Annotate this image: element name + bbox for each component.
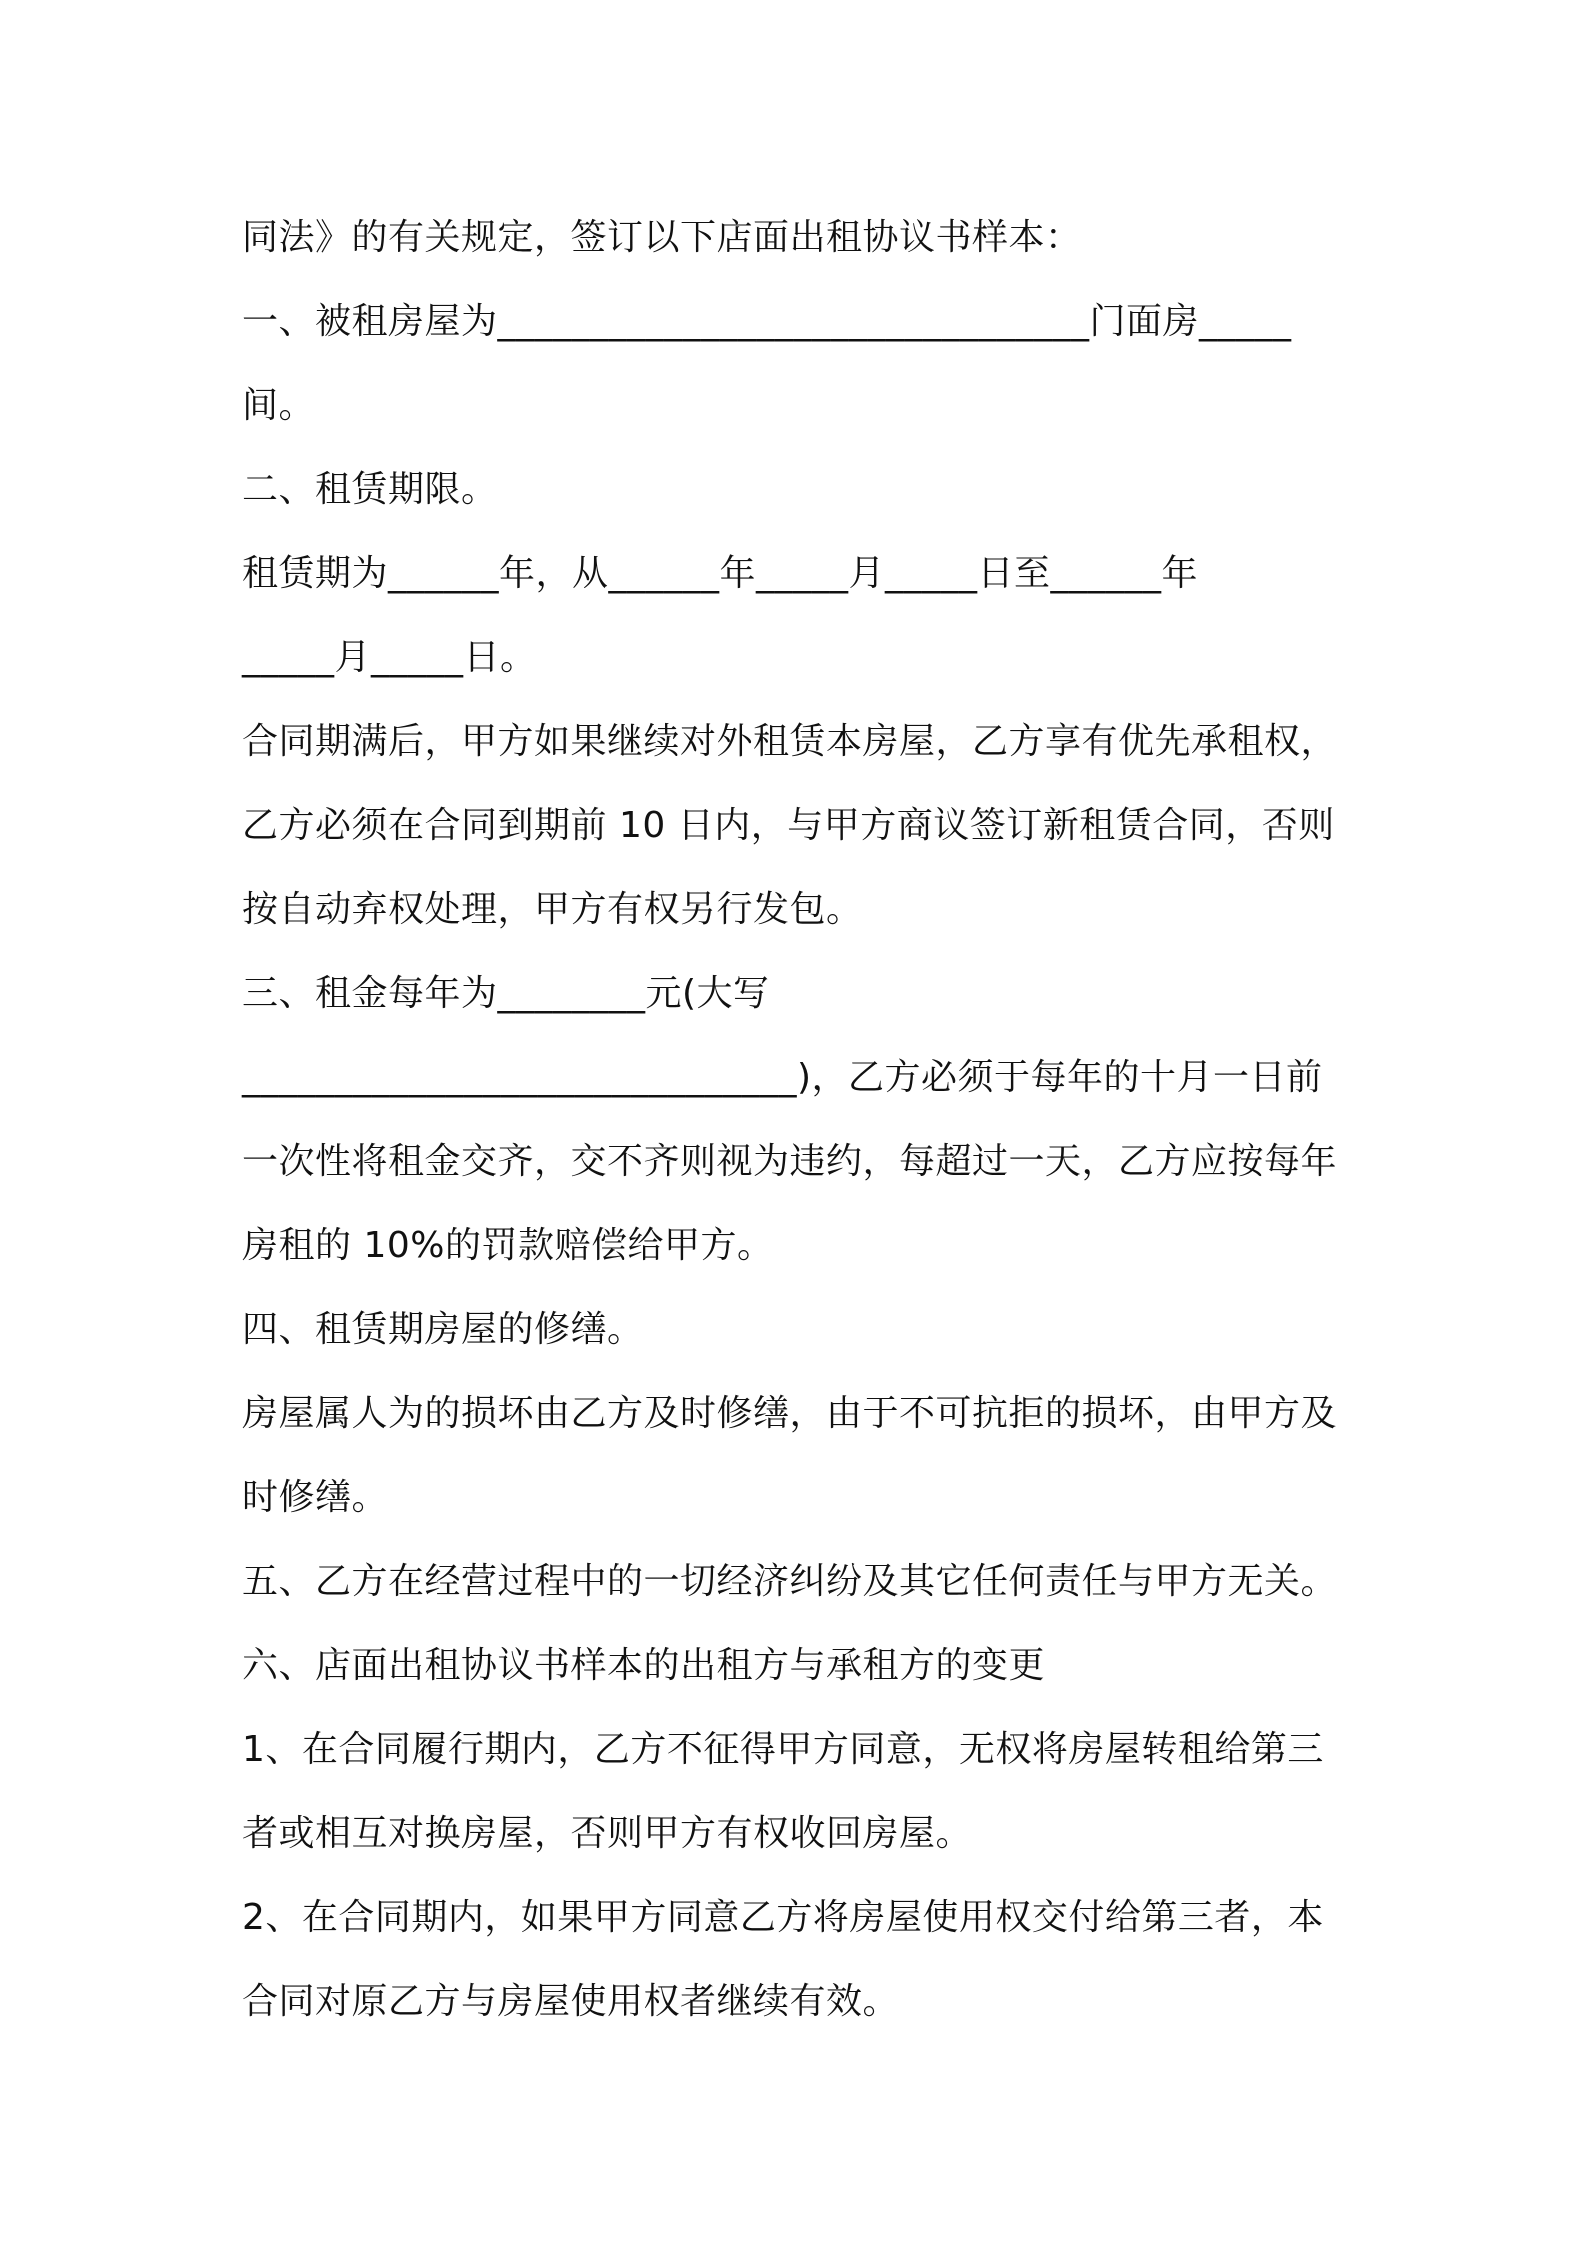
section-heading: 三、租金每年为________元(大写: [242, 973, 770, 1014]
document-line: 1、在合同履行期内，乙方不征得甲方同意，无权将房屋转租给第三: [242, 1729, 1324, 1770]
document-line: 一、被租房屋为________________________________门面房_____: [242, 301, 1292, 342]
document-line: 时修缮。: [242, 1477, 389, 1518]
document-line: 同法》的有关规定，签订以下店面出租协议书样本：: [242, 217, 1082, 258]
document-line: 按自动弃权处理，甲方有权另行发包。: [242, 889, 863, 930]
document-line: 合同期满后，甲方如果继续对外租赁本房屋，乙方享有优先承租权，: [242, 721, 1338, 762]
document-line: 者或相互对换房屋，否则甲方有权收回房屋。: [242, 1813, 973, 1854]
document-line: 2、在合同期内，如果甲方同意乙方将房屋使用权交付给第三者，本: [242, 1897, 1324, 1938]
section-heading: 六、店面出租协议书样本的出租方与承租方的变更: [242, 1645, 1046, 1686]
document-line: 租赁期为______年，从______年_____月_____日至______年: [242, 553, 1199, 594]
section-heading: 四、租赁期房屋的修缮。: [242, 1309, 644, 1350]
document-line: 房租的 10%的罚款赔偿给甲方。: [242, 1225, 774, 1266]
document-body: [242, 196, 1362, 2044]
document-line: 间。: [242, 385, 316, 426]
document-line: 合同对原乙方与房屋使用权者继续有效。: [242, 1981, 900, 2022]
document-line: ______________________________)，乙方必须于每年的十月一日前: [242, 1057, 1323, 1098]
document-line: 乙方必须在合同到期前 10 日内，与甲方商议签订新租赁合同，否则: [242, 805, 1335, 846]
section-heading: 二、租赁期限。: [242, 469, 498, 510]
section-heading: 五、乙方在经营过程中的一切经济纠纷及其它任何责任与甲方无关。: [242, 1561, 1338, 1602]
document-line: 房屋属人为的损坏由乙方及时修缮，由于不可抗拒的损坏，由甲方及: [242, 1393, 1338, 1434]
document-line: _____月_____日。: [242, 637, 537, 678]
document-line: 一次性将租金交齐，交不齐则视为违约，每超过一天，乙方应按每年: [242, 1141, 1338, 1182]
